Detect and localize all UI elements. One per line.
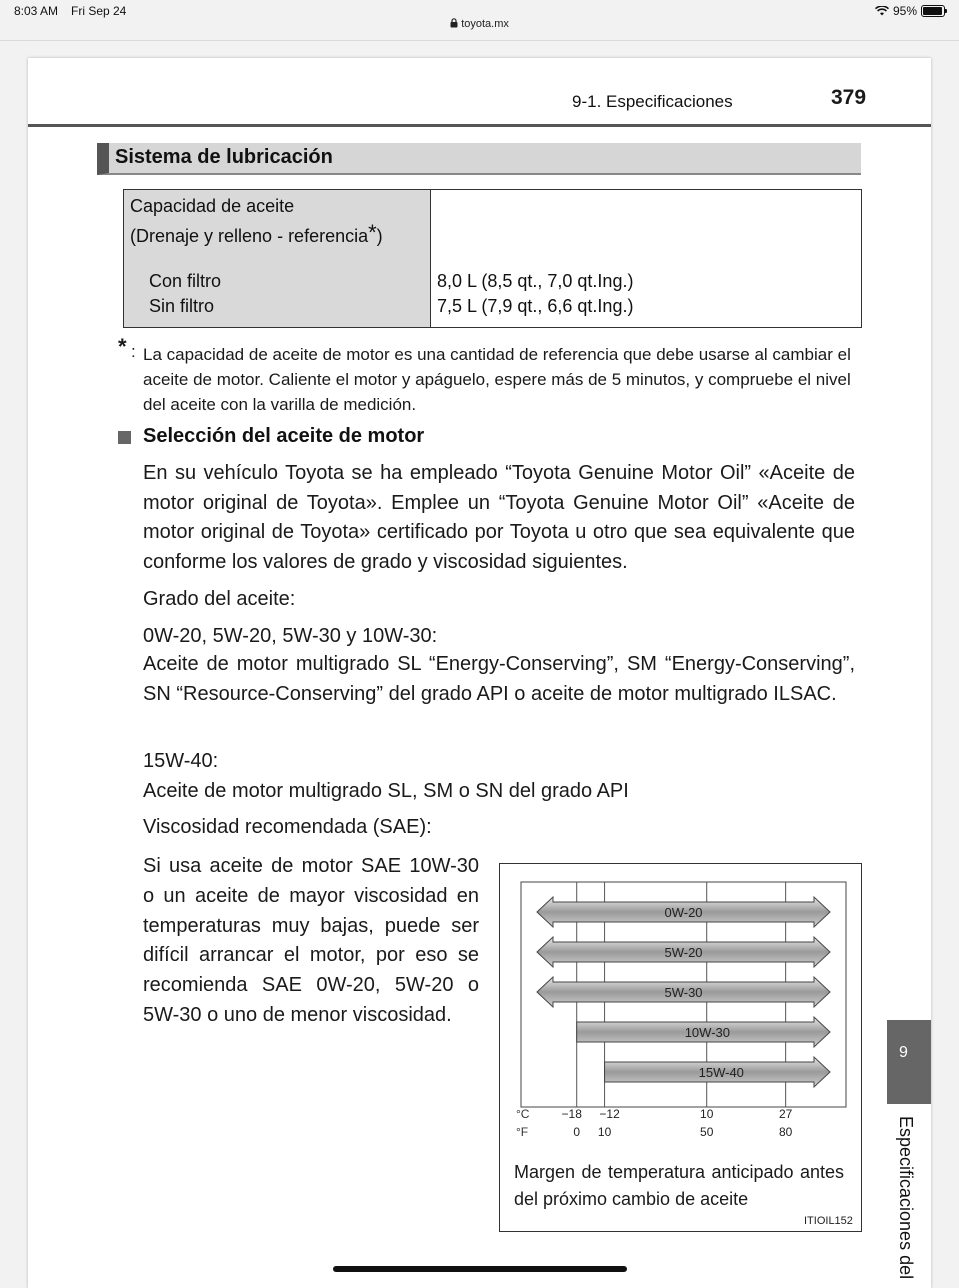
intro-paragraph: En su vehículo Toyota se ha empleado “Toyota Genuine Motor Oil” «Aceite de motor original de Toyota». Emplee un “Toyota Genuine Motor Oil” «Aceite de motor original de Toyota» certificado por Toyota u otro que sea equivalente que conforme los valores de grado y viscosidad siguientes.: [143, 462, 855, 573]
status-day: Fri Sep 24: [71, 4, 127, 18]
grade-label: Grado del aceite:: [143, 588, 296, 610]
square-bullet-icon: [118, 431, 131, 444]
viscosity-chart: [500, 864, 861, 1154]
grade1-text: Aceite de motor multigrado SL “Energy-Conserving”, SM “Energy-Conserving”, SN “Resource-Conserving” del grado API o aceite de motor multigrado ILSAC.: [143, 653, 855, 705]
tick-label-c: −18: [561, 1107, 582, 1121]
tick-label-f: 10: [597, 1125, 612, 1139]
subsection-heading: Selección del aceite de motor: [143, 425, 425, 447]
table-row-value: 7,5 L (7,9 qt., 6,6 qt.Ing.): [437, 296, 634, 316]
figure-code: ITIOIL152: [804, 1215, 853, 1227]
viscosity-text: Si usa aceite de motor SAE 10W-30 o un aceite de mayor viscosidad en temperaturas muy bajas, puede ser difícil arrancar el motor, por eso se recomienda SAE 0W-20, 5W-20 o 5W-30 o uno de menor viscosidad.: [143, 855, 479, 1026]
reference-star: *: [368, 220, 377, 245]
table-row-value: 8,0 L (8,5 qt., 7,0 qt.Ing.): [437, 271, 634, 291]
chapter-tab-label: Especificaciones del: [896, 1116, 916, 1280]
chapter-tab-number: 9: [899, 1044, 908, 1061]
wifi-icon: [875, 6, 889, 16]
grade1-label: 0W-20, 5W-20, 5W-30 y 10W-30:: [143, 625, 438, 647]
grade2-text: Aceite de motor multigrado SL, SM o SN del grado API: [143, 780, 629, 802]
tick-label-f: 0: [573, 1125, 581, 1139]
lock-icon: [450, 18, 458, 28]
range-bar-label: 10W-30: [684, 1025, 731, 1040]
range-bar-label: 0W-20: [664, 905, 703, 920]
footnote-text: La capacidad de aceite de motor es una cantidad de referencia que debe usarse al cambiar el aceite de motor. Caliente el motor y apáguelo, espere más de 5 minutos, y compruebe el nivel del aceite con la varilla de medición.: [143, 345, 851, 414]
header-rule: [28, 124, 931, 127]
range-bar-label: 15W-40: [698, 1065, 744, 1080]
tick-label-c: −12: [599, 1107, 620, 1121]
range-bar-label: 5W-30: [664, 985, 703, 1000]
chart-caption: Margen de temperatura anticipado antes del próximo cambio de aceite: [514, 1162, 844, 1209]
status-time: 8:03 AM: [14, 4, 59, 18]
url-text: toyota.mx: [461, 18, 509, 30]
toolbar-divider: [0, 40, 959, 41]
capacity-label: Capacidad de aceite: [130, 196, 295, 216]
battery-icon: [921, 5, 945, 17]
address-bar[interactable]: [0, 18, 959, 30]
footnote-colon: :: [131, 342, 136, 361]
capacity-sublabel: (Drenaje y relleno - referencia*): [130, 220, 383, 246]
tick-label-f: 50: [700, 1125, 714, 1139]
table-row-label: Sin filtro: [149, 296, 215, 316]
tick-label-f: 80: [778, 1125, 793, 1139]
oil-capacity-table: [123, 189, 862, 328]
table-row-label: Con filtro: [149, 271, 222, 291]
tick-label-c: 27: [778, 1107, 793, 1121]
range-bar-label: 5W-20: [664, 945, 703, 960]
section-title-bar: [97, 143, 861, 175]
tick-label-c: 10: [700, 1107, 714, 1121]
section-title: Sistema de lubricación: [115, 146, 333, 168]
home-indicator[interactable]: [333, 1266, 627, 1272]
viscosity-label: Viscosidad recomendada (SAE):: [143, 816, 432, 838]
unit-fahrenheit: °F: [516, 1125, 529, 1139]
footnote-star: *: [118, 334, 127, 359]
grade2-label: 15W-40:: [143, 750, 219, 772]
unit-celsius: °C: [516, 1107, 530, 1121]
page-number: 379: [831, 86, 867, 109]
chapter-tab[interactable]: [887, 1020, 931, 1104]
header-section: 9-1. Especificaciones: [572, 92, 733, 111]
battery-percent: 95%: [892, 4, 917, 18]
status-right: [875, 4, 945, 18]
